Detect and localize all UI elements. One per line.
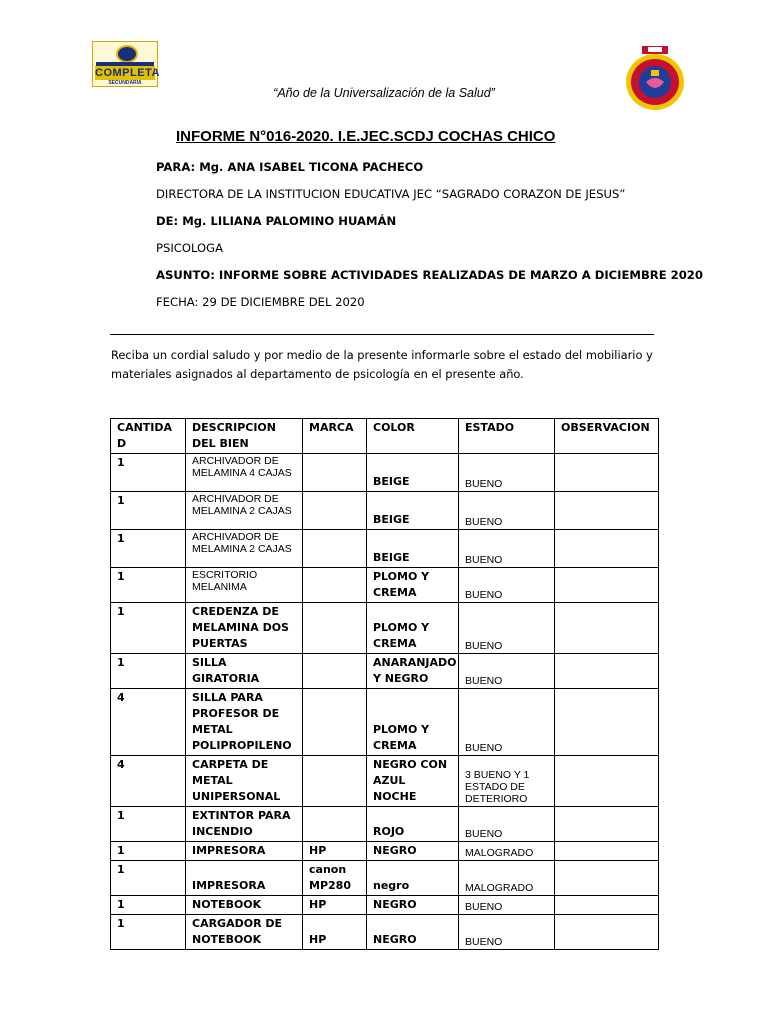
date-line: FECHA: 29 DE DICIEMBRE DEL 2020	[156, 295, 365, 309]
cell-estado: BUENO	[459, 654, 555, 689]
cell-estado: BUENO	[459, 915, 555, 950]
cell-observacion	[555, 654, 659, 689]
cell-marca: HP	[303, 896, 367, 915]
motto: “Año de la Universalización de la Salud”	[273, 86, 495, 100]
sender-position: PSICOLOGA	[156, 241, 224, 255]
table-row	[111, 807, 659, 842]
cell-marca	[303, 654, 367, 689]
cell-descripcion: CARPETA DE METAL UNIPERSONAL	[186, 756, 303, 807]
table-row	[111, 454, 659, 492]
header-marca: MARCA	[303, 419, 367, 454]
table-row	[111, 530, 659, 568]
cell-observacion	[555, 861, 659, 896]
cell-color: PLOMO Y CREMA	[367, 689, 459, 756]
cell-descripcion: EXTINTOR PARA INCENDIO	[186, 807, 303, 842]
cell-observacion	[555, 756, 659, 807]
cell-color: ANARANJADO Y NEGRO	[367, 654, 459, 689]
cell-color: ROJO	[367, 807, 459, 842]
cell-color: BEIGE	[367, 454, 459, 492]
cell-observacion	[555, 842, 659, 861]
recipient-line: PARA: Mg. ANA ISABEL TICONA PACHECO	[156, 160, 424, 174]
cell-cantidad: 1	[111, 861, 186, 896]
table-row	[111, 756, 659, 807]
cell-cantidad: 1	[111, 915, 186, 950]
logo-subtext: SECUNDARIA	[108, 80, 142, 86]
cell-color: negro	[367, 861, 459, 896]
cell-cantidad: 1	[111, 654, 186, 689]
cell-cantidad: 1	[111, 530, 186, 568]
cell-descripcion: NOTEBOOK	[186, 896, 303, 915]
table-row	[111, 603, 659, 654]
cell-descripcion: SILLA GIRATORIA	[186, 654, 303, 689]
cell-color: NEGRO	[367, 842, 459, 861]
cell-estado: BUENO	[459, 603, 555, 654]
sender-line: DE: Mg. LILIANA PALOMINO HUAMÁN	[156, 214, 397, 228]
cell-cantidad: 1	[111, 842, 186, 861]
cell-color: NEGRO CON AZUL NOCHE	[367, 756, 459, 807]
cell-color: NEGRO	[367, 915, 459, 950]
inventory-table	[110, 418, 659, 950]
cell-observacion	[555, 689, 659, 756]
header-estado: ESTADO	[459, 419, 555, 454]
table-row	[111, 861, 659, 896]
cell-estado: MALOGRADO	[459, 842, 555, 861]
header-descripcion: DESCRIPCION DEL BIEN	[186, 419, 303, 454]
body-paragraph: Reciba un cordial saludo y por medio de la presente informarle sobre el estado del mobiliario y materiales asignados al departamento de psicología en el presente año.	[111, 348, 653, 381]
cell-descripcion: IMPRESORA	[186, 842, 303, 861]
cell-estado: BUENO	[459, 896, 555, 915]
cell-cantidad: 1	[111, 896, 186, 915]
cell-observacion	[555, 530, 659, 568]
table-row	[111, 654, 659, 689]
report-title: INFORME N°016-2020. I.E.JEC.SCDJ COCHAS CHICO	[176, 128, 556, 145]
logo-word: COMPLETA	[95, 67, 160, 79]
cell-estado: BUENO	[459, 454, 555, 492]
cell-marca	[303, 756, 367, 807]
cell-estado: BUENO	[459, 530, 555, 568]
cell-marca	[303, 530, 367, 568]
cell-observacion	[555, 807, 659, 842]
cell-descripcion: CREDENZA DE MELAMINA DOS PUERTAS	[186, 603, 303, 654]
cell-marca	[303, 492, 367, 530]
cell-descripcion: CARGADOR DE NOTEBOOK	[186, 915, 303, 950]
cell-descripcion: SILLA PARA PROFESOR DE METAL POLIPROPILENO	[186, 689, 303, 756]
recipient-position: DIRECTORA DE LA INSTITUCION EDUCATIVA JEC “SAGRADO CORAZON DE JESUS”	[156, 187, 626, 201]
header-observacion: OBSERVACION	[555, 419, 659, 454]
cell-cantidad: 1	[111, 568, 186, 603]
cell-marca	[303, 454, 367, 492]
sun-icon	[116, 45, 138, 63]
cell-color: PLOMO Y CREMA	[367, 568, 459, 603]
cell-observacion	[555, 915, 659, 950]
cell-descripcion: ARCHIVADOR DE MELAMINA 2 CAJAS	[186, 492, 303, 530]
cell-observacion	[555, 896, 659, 915]
cell-color: BEIGE	[367, 492, 459, 530]
table-row	[111, 492, 659, 530]
cell-observacion	[555, 568, 659, 603]
cell-cantidad: 1	[111, 603, 186, 654]
table-row	[111, 915, 659, 950]
table-row	[111, 689, 659, 756]
cell-marca	[303, 689, 367, 756]
table-row	[111, 896, 659, 915]
cell-cantidad: 1	[111, 454, 186, 492]
cell-color: BEIGE	[367, 530, 459, 568]
cell-cantidad: 1	[111, 492, 186, 530]
cell-descripcion: ESCRITORIO MELANIMA	[186, 568, 303, 603]
subject-line: ASUNTO: INFORME SOBRE ACTIVIDADES REALIZADAS DE MARZO A DICIEMBRE 2020	[156, 268, 703, 282]
cell-estado: BUENO	[459, 492, 555, 530]
cell-observacion	[555, 603, 659, 654]
cell-color: PLOMO Y CREMA	[367, 603, 459, 654]
cell-color: NEGRO	[367, 896, 459, 915]
cell-observacion	[555, 492, 659, 530]
header-cantidad: CANTIDAD	[111, 419, 186, 454]
cell-marca: canon MP280	[303, 861, 367, 896]
cell-estado: MALOGRADO	[459, 861, 555, 896]
cell-cantidad: 4	[111, 689, 186, 756]
school-logo-left	[92, 41, 158, 87]
cell-marca	[303, 807, 367, 842]
cell-cantidad: 4	[111, 756, 186, 807]
cell-descripcion: ARCHIVADOR DE MELAMINA 2 CAJAS	[186, 530, 303, 568]
table-row	[111, 842, 659, 861]
divider	[110, 334, 654, 335]
cell-estado: BUENO	[459, 568, 555, 603]
cell-estado: BUENO	[459, 807, 555, 842]
cell-marca	[303, 603, 367, 654]
cell-marca: HP	[303, 915, 367, 950]
cell-descripcion: IMPRESORA	[186, 861, 303, 896]
header-color: COLOR	[367, 419, 459, 454]
school-crest-icon	[624, 44, 686, 112]
cell-marca	[303, 568, 367, 603]
cell-estado: BUENO	[459, 689, 555, 756]
cell-marca: HP	[303, 842, 367, 861]
cell-descripcion: ARCHIVADOR DE MELAMINA 4 CAJAS	[186, 454, 303, 492]
cell-estado: 3 BUENO Y 1 ESTADO DE DETERIORO	[459, 756, 555, 807]
cell-cantidad: 1	[111, 807, 186, 842]
table-header-row	[111, 419, 659, 454]
table-row	[111, 568, 659, 603]
cell-observacion	[555, 454, 659, 492]
